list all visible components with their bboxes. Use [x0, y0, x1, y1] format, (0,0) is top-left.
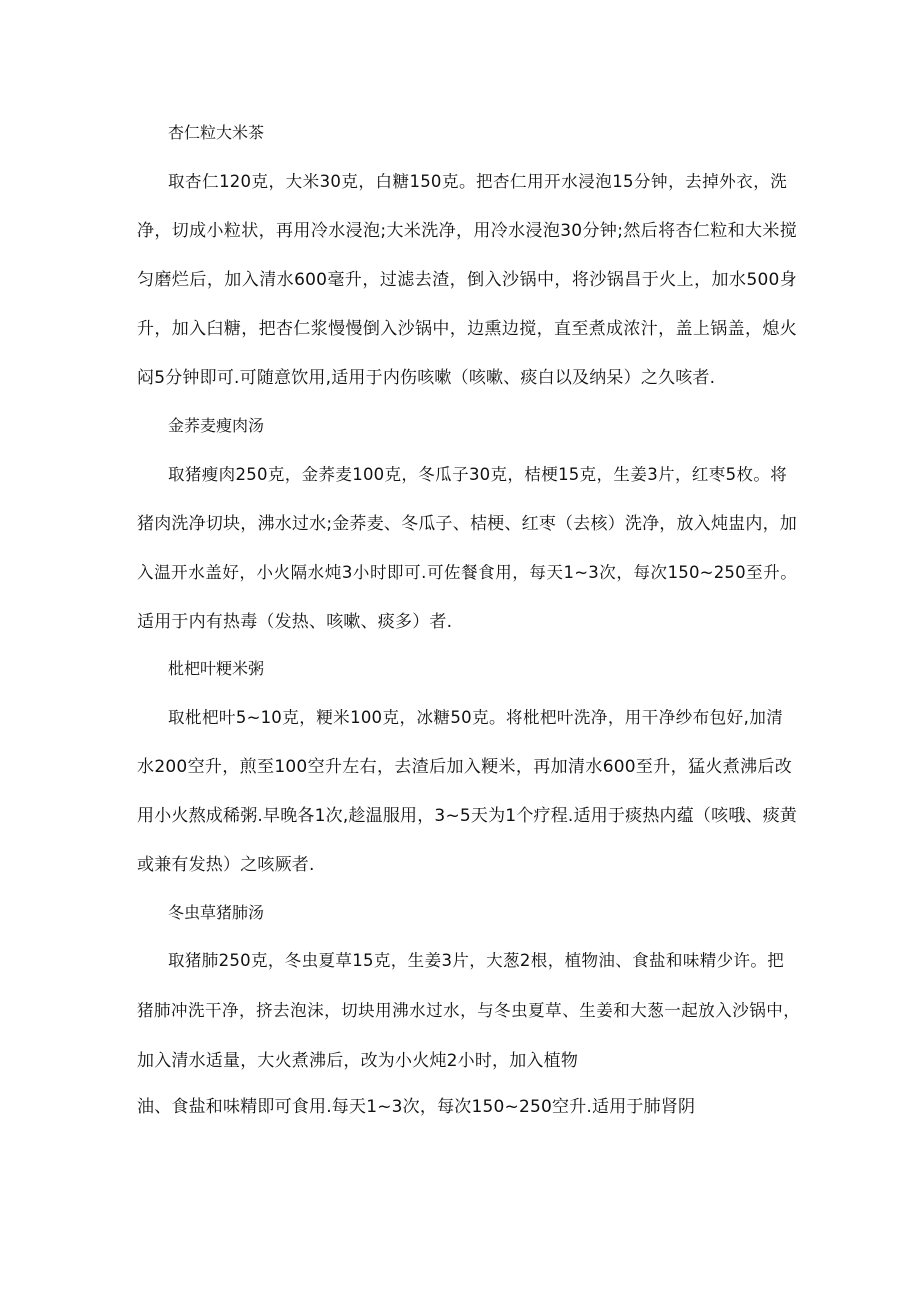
paragraph-line: 入温开水盖好，小火隔水炖3小时即可.可佐餐食用，每天1~3次，每次150~250至升。: [137, 563, 797, 582]
paragraph-line: 匀磨烂后，加入清水600毫升，过滤去渣，倒入沙锅中，将沙锅昌于火上，加水500身: [137, 270, 797, 290]
paragraph-line: 适用于内有热毒（发热、咳嗽、痰多）者.: [137, 612, 453, 632]
paragraph-line: 取枇杷叶5~10克，粳米100克，冰糖50克。将枇杷叶洗净，用干净纱布包好,加清: [168, 708, 783, 727]
section-title-loquat-leaf-porridge: 枇杷叶粳米粥: [168, 659, 265, 678]
paragraph-line: 取猪肺250克，冬虫夏草15克，生姜3片，大葱2根，植物油、食盐和味精少许。把: [168, 951, 784, 970]
paragraph-line: 闷5分钟即可.可随意饮用,适用于内伤咳嗽（咳嗽、痰白以及纳呆）之久咳者.: [137, 368, 716, 388]
paragraph-line: 油、食盐和味精即可食用.每天1~3次，每次150~250空升.适用于肺肾阴: [137, 1097, 696, 1117]
section-title-cordyceps-pork-lung-soup: 冬虫草猪肺汤: [168, 903, 265, 922]
section-title-buckwheat-pork-soup: 金荞麦瘦肉汤: [168, 416, 265, 435]
paragraph-line: 取杏仁120克，大米30克，白糖150克。把杏仁用开水浸泡15分钟，去掉外衣，洗: [168, 172, 787, 191]
paragraph-line: 或兼有发热）之咳厥者.: [137, 855, 315, 875]
paragraph-line: 水200空升，煎至100空升左右，去渣后加入粳米，再加清水600至升，猛火煮沸后改: [137, 757, 792, 777]
paragraph-line: 猪肺冲洗干净，挤去泡沫，切块用沸水过水，与冬虫夏草、生姜和大葱一起放入沙锅中，: [137, 1001, 800, 1020]
paragraph-line: 加入清水适量，大火煮沸后，改为小火炖2小时，加入植物: [137, 1051, 579, 1071]
paragraph-line: 猪肉洗净切块，沸水过水;金荞麦、冬瓜子、桔梗、红枣（去核）洗净，放入炖盅内，加: [137, 514, 797, 534]
section-title-almond-rice-tea: 杏仁粒大米茶: [168, 123, 265, 142]
paragraph-line: 用小火熬成稀粥.早晚各1次,趁温服用，3~5天为1个疗程.适用于痰热内蕴（咳哦、痰黄: [137, 806, 798, 826]
paragraph-line: 升，加入臼糖，把杏仁浆慢慢倒入沙锅中，边熏边搅，直至煮成浓汁，盖上锅盖，熄火: [137, 319, 797, 339]
paragraph-line: 取猪瘦肉250克，金荞麦100克，冬瓜子30克，桔梗15克，生姜3片，红枣5枚。将: [168, 465, 787, 484]
paragraph-line: 净，切成小粒状，再用冷水浸泡;大米洗净，用冷水浸泡30分钟;然后将杏仁粒和大米搅: [137, 221, 797, 241]
